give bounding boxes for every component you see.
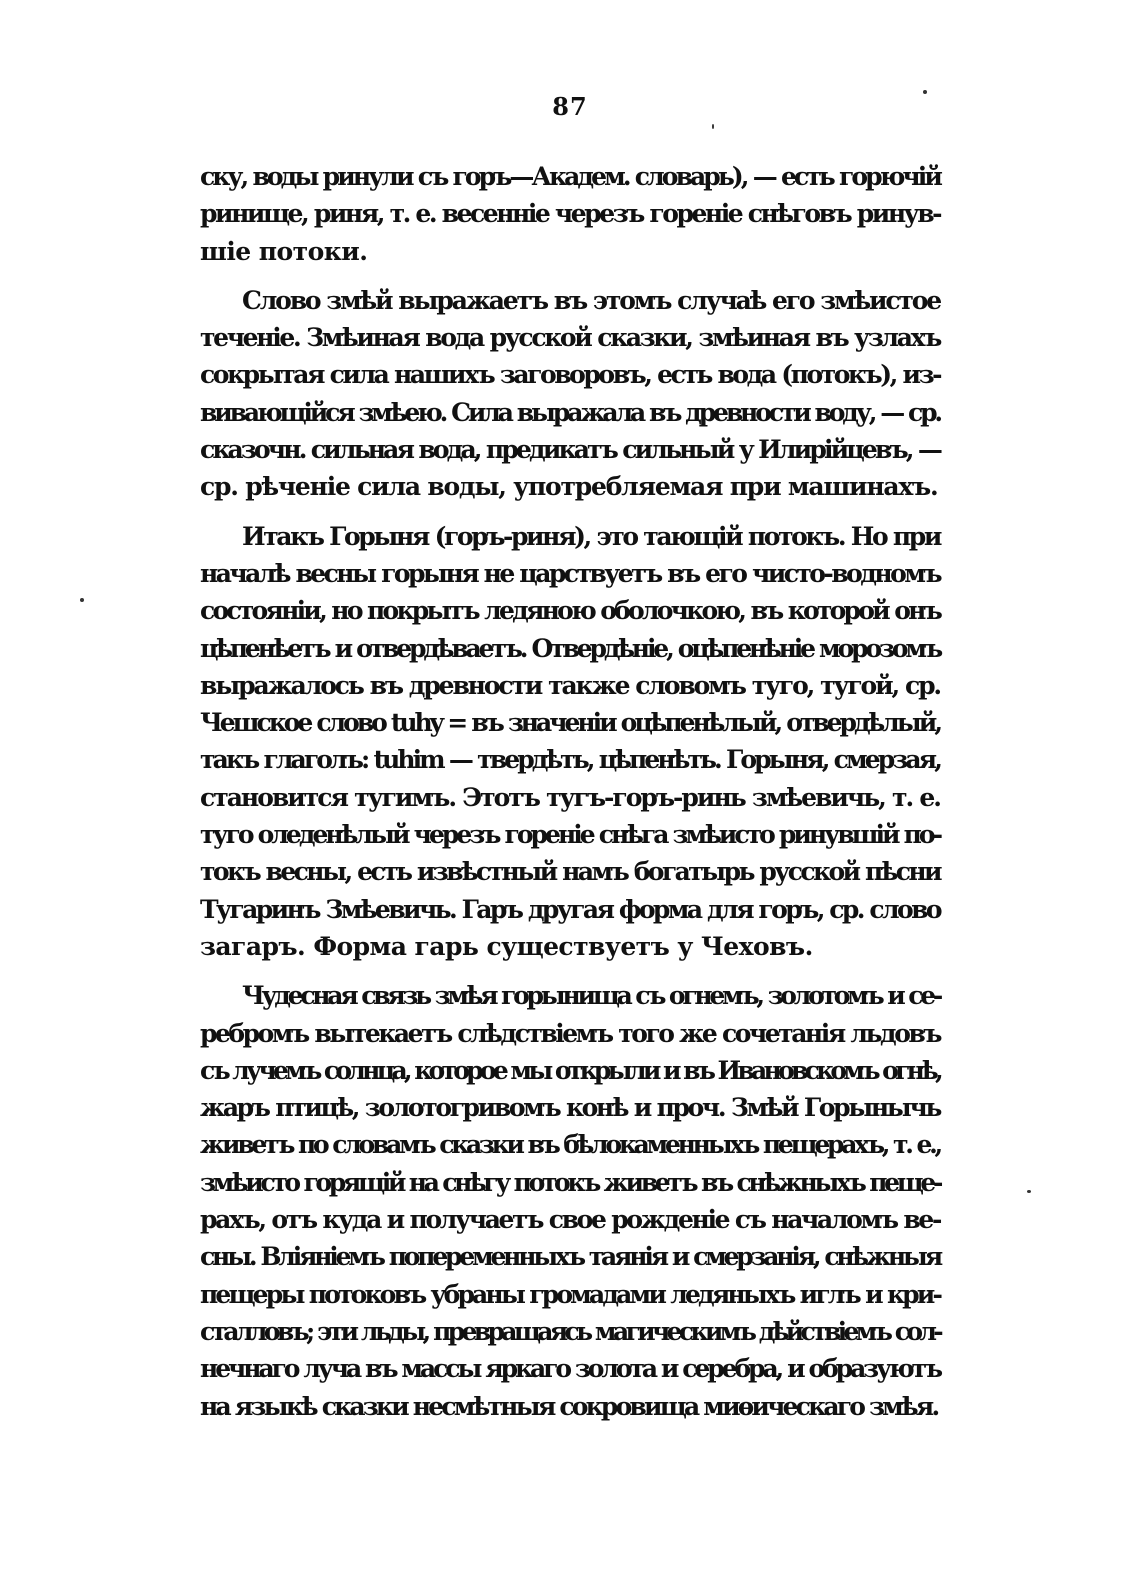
- paragraph: [200, 518, 940, 966]
- text-line: змѣисто горящій на снѣгу потокъ живетъ въ снѣжныхъ пеще-: [200, 1167, 940, 1197]
- text-line: ребромъ вытекаетъ слѣдствіемъ того же сочетанія льдовъ: [200, 1018, 940, 1048]
- page-number: 87: [552, 92, 588, 121]
- text-line: вивающійся змѣею. Сила выражала въ древности воду, — ср.: [200, 397, 940, 427]
- text-line: такъ глаголъ: tuhim — твердѣть, цѣпенѣть. Горыня, смерзая,: [200, 745, 940, 775]
- text-line: жаръ птицѣ, золотогривомъ конѣ и проч. Змѣй Горынычь: [200, 1093, 940, 1123]
- text-line: становится тугимъ. Этотъ тугъ-горъ-ринь змѣевичь, т. е.: [200, 782, 940, 812]
- text-line: ринище, риня, т. е. весенніе черезъ гореніе снѣговъ ринув-: [200, 199, 940, 229]
- text-line: токъ весны, есть извѣстный намъ богатырь русской пѣсни: [200, 857, 940, 887]
- text-line: сны. Вліяніемъ попеременныхъ таянія и смерзанія, снѣжныя: [200, 1242, 940, 1272]
- text-line: сталловъ; эти льды, превращаясь магическимъ дѣйствіемъ сол-: [200, 1316, 940, 1346]
- text-line: туго оледенѣлый черезъ гореніе снѣга змѣисто ринувшій по-: [200, 820, 940, 850]
- paragraph: [200, 158, 940, 270]
- text-line: на языкѣ сказки несмѣтныя сокровища миѳическаго змѣя.: [200, 1391, 938, 1421]
- text-line: состояніи, но покрытъ ледяною оболочкою, въ которой онъ: [200, 596, 940, 626]
- body-text: [200, 158, 940, 1437]
- text-line: Чудесная связь змѣя горынища съ огнемъ, золотомъ и се-: [242, 981, 940, 1011]
- text-line: сокрытая сила нашихъ заговоровъ, есть вода (потокъ), из-: [200, 360, 940, 390]
- paragraph: [200, 282, 940, 506]
- print-speck: [1027, 1190, 1031, 1193]
- text-line: живетъ по словамъ сказки въ бѣлокаменныхъ пещерахъ, т. е.,: [200, 1130, 940, 1160]
- text-line: Чешское слово tuhy = въ значеніи оцѣпенѣлый, отвердѣлый,: [200, 708, 940, 738]
- text-line: цѣпенѣетъ и отвердѣваетъ. Отвердѣніе, оцѣпенѣніе морозомъ: [200, 633, 940, 663]
- print-speck: [923, 90, 927, 94]
- print-speck: [80, 598, 84, 602]
- text-line: выражалось въ древности также словомъ туго, тугой, ср.: [200, 670, 940, 700]
- paragraph: [200, 977, 940, 1425]
- text-line: нечнаго луча въ массы яркаго золота и серебра, и образуютъ: [200, 1354, 940, 1384]
- print-speck: [712, 124, 714, 129]
- text-line: Слово змѣй выражаетъ въ этомъ случаѣ его змѣистое: [242, 285, 940, 315]
- text-line: загаръ. Форма гарь существуетъ у Чеховъ.: [200, 931, 813, 961]
- text-line: Тугаринъ Змѣевичь. Гаръ другая форма для горъ, ср. слово: [200, 894, 940, 924]
- text-line: шіе потоки.: [200, 236, 368, 266]
- text-line: рахъ, отъ куда и получаетъ свое рожденіе съ началомъ ве-: [200, 1205, 940, 1235]
- text-line: сказочн. сильная вода, предикатъ сильный у Илирійцевъ, —: [200, 435, 940, 465]
- text-line: теченіе. Змѣиная вода русской сказки, змѣиная въ узлахъ: [200, 323, 940, 353]
- text-line: съ лучемъ солнца, которое мы открыли и въ Ивановскомъ огнѣ,: [200, 1055, 940, 1085]
- text-line: пещеры потоковъ убраны громадами ледяныхъ иглъ и кри-: [200, 1279, 940, 1309]
- text-line: ср. рѣченіе сила воды, употребляемая при машинахъ.: [200, 472, 938, 502]
- text-line: началѣ весны горыня не царствуетъ въ его чисто-водномъ: [200, 558, 940, 588]
- text-line: Итакъ Горыня (горъ-риня), это тающій потокъ. Но при: [242, 521, 940, 551]
- text-line: ску, воды ринули съ горъ—Академ. словарь), — есть горючій: [200, 162, 940, 191]
